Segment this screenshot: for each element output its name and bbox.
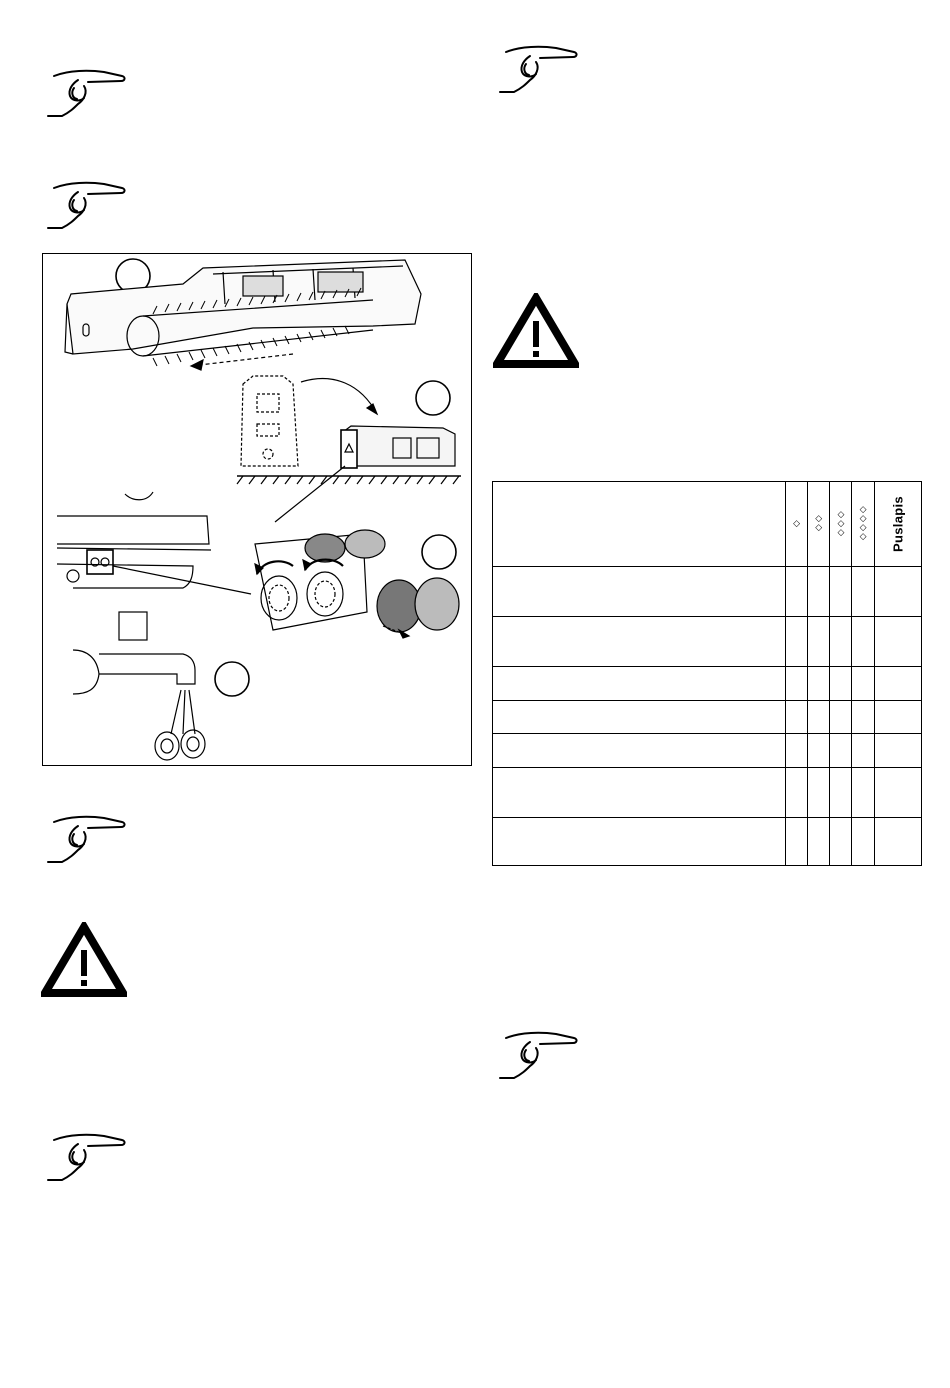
table-row (493, 667, 922, 701)
brush-removal-drawing (43, 254, 471, 765)
step-circle-3 (422, 535, 456, 569)
maintenance-schedule-table (492, 481, 922, 864)
note-hand-icon (44, 178, 128, 234)
interval-1-header (786, 482, 808, 567)
warning-triangle-icon (41, 922, 127, 998)
page-header-cell (874, 482, 921, 567)
note-hand-icon (44, 66, 128, 122)
note-hand-icon (44, 812, 128, 868)
table-row (493, 617, 922, 667)
table-row (493, 768, 922, 818)
note-hand-icon (44, 1130, 128, 1186)
table-header-row (493, 482, 922, 567)
step-circle-2 (416, 381, 450, 415)
interval-mark: ◇ ◇ ◇ (837, 509, 845, 538)
table-row (493, 567, 922, 617)
table-row (493, 701, 922, 734)
warning-triangle-icon (493, 293, 579, 369)
table-row (493, 818, 922, 866)
note-hand-icon (496, 1028, 580, 1084)
interval-4-header (852, 482, 874, 567)
interval-mark: ◇ (793, 518, 801, 529)
interval-mark: ◇ ◇ (815, 514, 823, 533)
interval-2-header (808, 482, 830, 567)
note-hand-icon (496, 42, 580, 98)
interval-mark: ◇ ◇ ◇ ◇ (859, 505, 867, 542)
page-column-label: Puslapis (890, 496, 906, 552)
step-circle-4 (215, 662, 249, 696)
header-description-cell (493, 482, 786, 567)
maintenance-illustration (42, 253, 472, 766)
table-row (493, 734, 922, 768)
interval-3-header (830, 482, 852, 567)
